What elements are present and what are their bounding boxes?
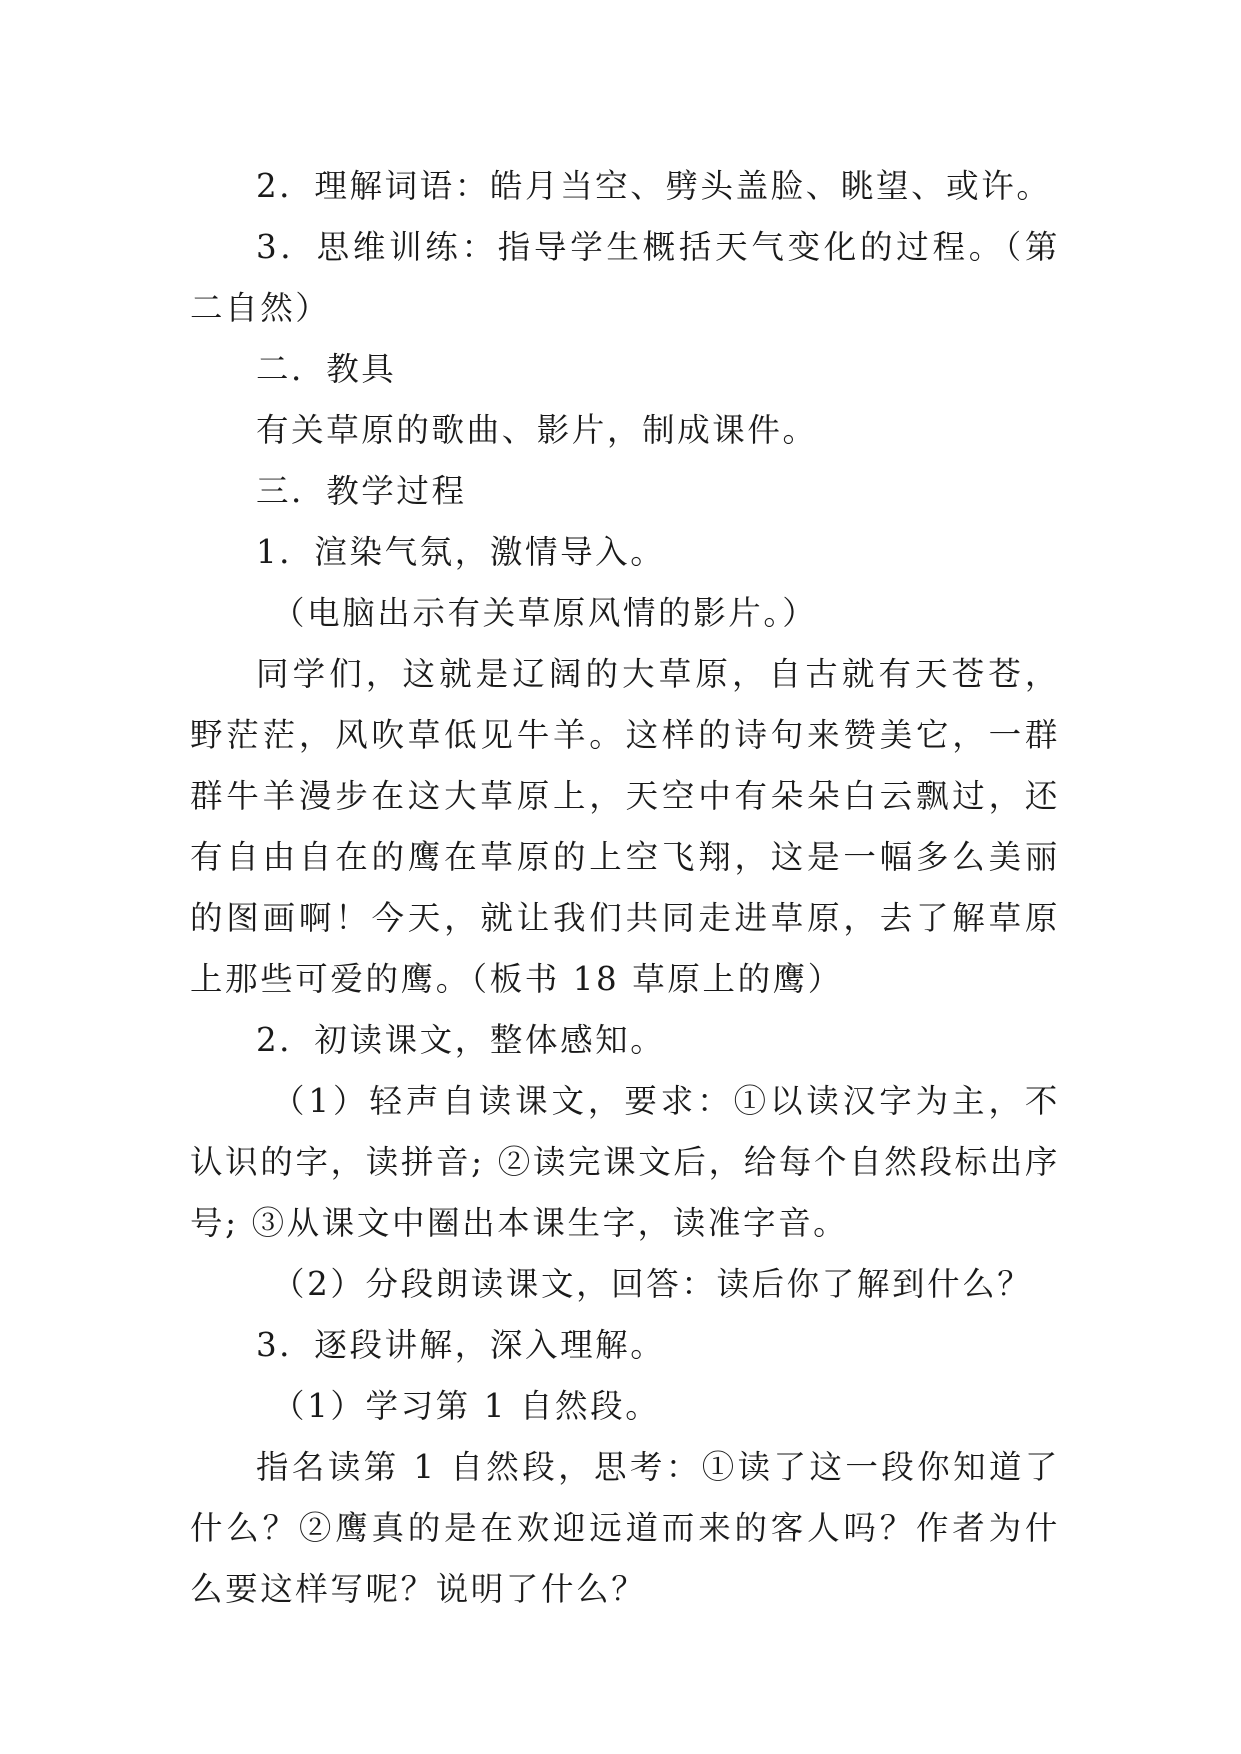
paragraph-read-aloud: （2）分段朗读课文，回答：读后你了解到什么？ bbox=[272, 1265, 1033, 1303]
note-show-film: （电脑出示有关草原风情的影片。） bbox=[272, 594, 818, 632]
heading-teaching-process: 三．教学过程 bbox=[256, 472, 467, 510]
paragraph-reading-questions: 指名读第 1 自然段，思考：①读了这一段你知道了什么？②鹰真的是在欢迎远道而来的客人吗？作者为什么要这样写呢？说明了什么？ bbox=[190, 1448, 1060, 1608]
step-introduction: 1．渲染气氛，激情导入。 bbox=[256, 533, 666, 571]
step-paragraph-explanation: 3．逐段讲解，深入理解。 bbox=[256, 1326, 666, 1364]
step-first-reading: 2．初读课文，整体感知。 bbox=[256, 1021, 666, 1059]
paragraph-reading-requirements: （1）轻声自读课文，要求：①以读汉字为主，不认识的字，读拼音; ②读完课文后，给每个自然段标出序号; ③从课文中圈出本课生字，读准字音。 bbox=[190, 1082, 1060, 1242]
paragraph-teaching-aids: 有关草原的歌曲、影片，制成课件。 bbox=[256, 411, 818, 449]
paragraph-thinking-training: 3．思维训练：指导学生概括天气变化的过程。（第二自然） bbox=[190, 228, 1060, 327]
document-body bbox=[190, 156, 1060, 1620]
paragraph-vocabulary: 2．理解词语：皓月当空、劈头盖脸、眺望、或许。 bbox=[256, 167, 1052, 205]
heading-teaching-aids: 二．教具 bbox=[256, 350, 397, 388]
paragraph-intro-speech: 同学们，这就是辽阔的大草原，自古就有天苍苍，野茫茫，风吹草低见牛羊。这样的诗句来赞美它，一群群牛羊漫步在这大草原上，天空中有朵朵白云飘过，还有自由自在的鹰在草原的上空飞翔，这是一幅多么美丽的图画啊！今天，就让我们共同走进草原，去了解草原上那些可爱的鹰。（板书 18 草原上的鹰） bbox=[190, 655, 1060, 998]
paragraph-study-section-1: （1）学习第 1 自然段。 bbox=[272, 1387, 661, 1425]
